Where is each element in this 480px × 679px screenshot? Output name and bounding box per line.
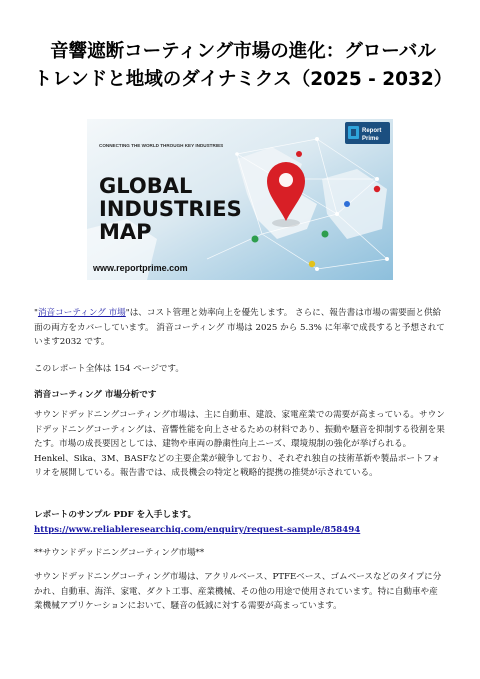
sample-label: レポートのサンプル PDF を入手します。 bbox=[34, 510, 197, 520]
banner-url: www.reportprime.com bbox=[93, 263, 188, 273]
analysis-paragraph: サウンドデッドニングコーティング市場は、主に自動車、建設、家電産業での需要が高まっている。サウンドデッドニングコーティングは、音響性能を向上させるための材料であり、振動や騒音を抑制する役割を果たす。市場の成長要因としては、建物や車両の静粛性向上ニーズ、環境規制の強化が挙げられる。Henkel、Sika、3M、BASFなどの主要企業が競争しており、それぞれ独自の技術革新や製品ポートフォリオを展開している。報告書では、成長機会の特定と戦略的提携の推奨が示されている。 bbox=[34, 410, 445, 478]
logo-word-prime: Prime bbox=[362, 136, 379, 142]
page-count-note: このレポート全体は 154 ページです。 bbox=[34, 364, 184, 374]
banner-tagline: CONNECTING THE WORLD THROUGH KEY INDUSTRIES bbox=[99, 143, 224, 148]
banner-heading-line-2: INDUSTRIES bbox=[99, 197, 242, 221]
banner-heading-line-1: GLOBAL bbox=[99, 174, 193, 198]
intro-text: "は、コスト管理と効率向上を優先します。 さらに、報告書は市場の需要面と供給面の両方をカバーしています。 消音コーティング 市場は 2025 から 5.3% に年率で成長すると予想されています2032 です。 bbox=[34, 308, 445, 347]
intro-quote-open: " bbox=[34, 308, 38, 318]
market-link[interactable]: 消音コーティング 市場 bbox=[37, 308, 126, 318]
sample-pdf-link[interactable]: https://www.reliableresearchiq.com/enquiry/request-sample/858494 bbox=[34, 524, 361, 535]
segment-paragraph: サウンドデッドニングコーティング市場は、アクリルベース、PTFEベース、ゴムベースなどのタイプに分かれ、自動車、海洋、家電、ダクト工事、産業機械、その他の用途で使用されています。特に自動車や産業機械アプリケーションにおいて、騒音の低減に対する需要が高まっています。 bbox=[34, 572, 442, 611]
analysis-heading: 消音コーティング 市場分析です bbox=[34, 390, 157, 400]
banner-heading-line-3: MAP bbox=[99, 220, 152, 244]
intro-paragraph bbox=[34, 306, 446, 350]
document-title bbox=[28, 38, 458, 94]
title-line-1: 音響遮断コーティング市場の進化：グローバル bbox=[50, 41, 436, 62]
logo-word-report: Report bbox=[362, 128, 382, 134]
report-prime-logo bbox=[345, 122, 390, 144]
sample-request bbox=[34, 508, 446, 537]
segment-subheading: **サウンドデッドニングコーティング市場** bbox=[34, 548, 205, 558]
global-industries-map-banner bbox=[87, 119, 393, 280]
title-line-2: トレンドと地域のダイナミクス（2025 - 2032） bbox=[33, 69, 453, 90]
